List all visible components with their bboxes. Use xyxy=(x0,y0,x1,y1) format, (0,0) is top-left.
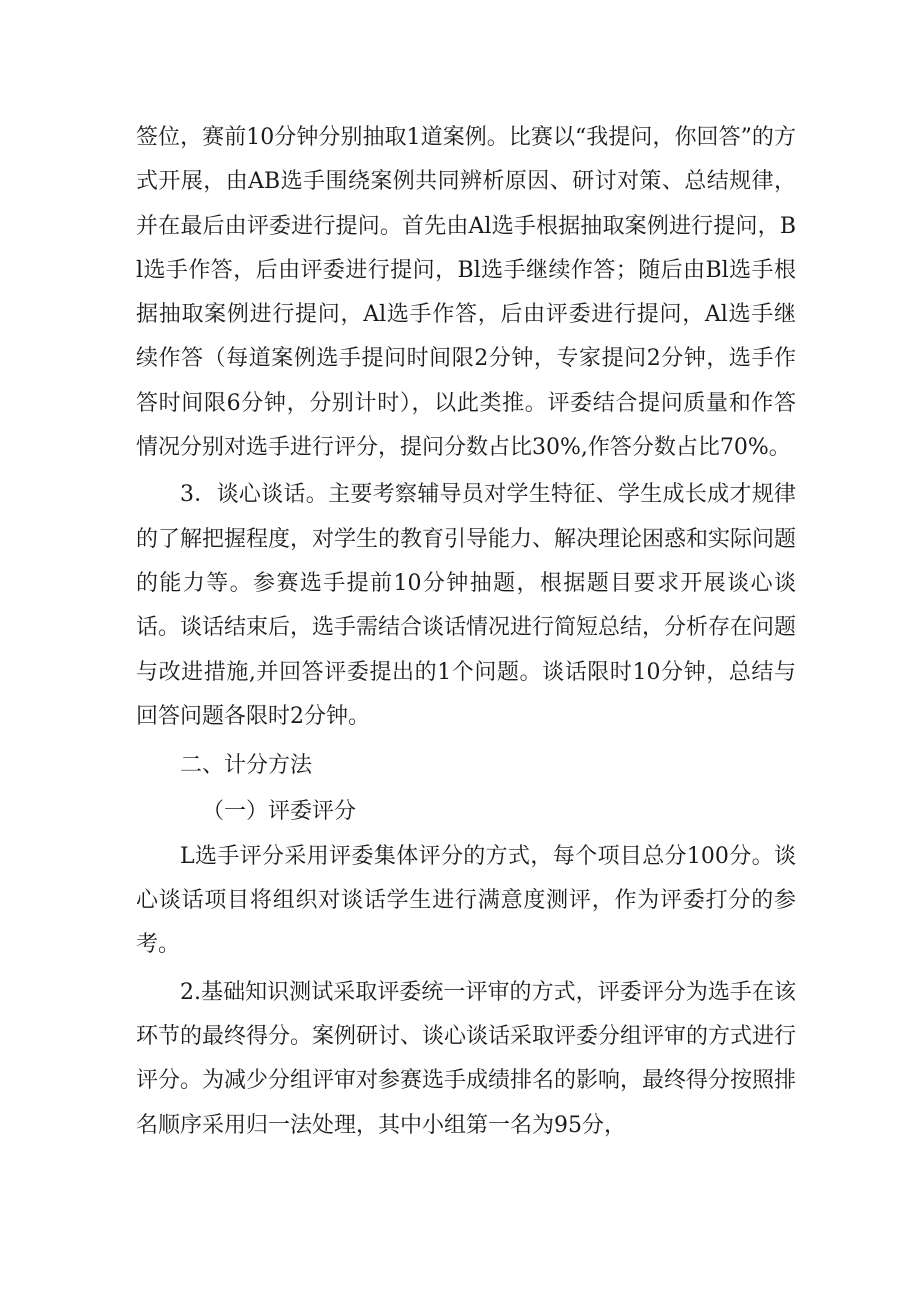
paragraph-basic-knowledge-test-scoring: 2.基础知识测试采取评委统一评审的方式，评委评分为选手在该环节的最终得分。案例研讨、谈心谈话采取评委分组评审的方式进行评分。为减少分组评审对参赛选手成绩排名的影响，最终得分按照排名顺序采用归一法处理，其中小组第一名为95分， xyxy=(136,979,797,1138)
document-body xyxy=(136,116,796,1148)
paragraph-heart-to-heart-talk: 3．谈心谈话。主要考察辅导员对学生特征、学生成长成才规律的了解把握程度，对学生的教育引导能力、解决理论困惑和实际问题的能力等。参赛选手提前10分钟抽题，根据题目要求开展谈心谈话。谈话结束后，选手需结合谈话情况进行简短总结，分析存在问题与改进措施,并回答评委提出的1个问题。谈话限时10分钟，总结与回答问题各限时2分钟。 xyxy=(136,482,797,729)
paragraph-judge-collective-scoring: L选手评分采用评委集体评分的方式，每个项目总分100分。谈心谈话项目将组织对谈话学生进行满意度测评，作为评委打分的参考。 xyxy=(136,843,796,958)
paragraph-case-study-continued: 签位，赛前10分钟分别抽取1道案例。比赛以“我提问，你回答”的方式开展，由AB选手围绕案例共同辨析原因、研讨对策、总结规律，并在最后由评委进行提问。首先由Al选手根据抽取案例进行提问，Bl选手作答，后由评委进行提问，Bl选手继续作答；随后由Bl选手根据抽取案例进行提问，Al选手作答，后由评委进行提问，Al选手继续作答（每道案例选手提问时间限2分钟，专家提问2分钟，选手作答时间限6分钟，分别计时），以此类推。评委结合提问质量和作答情况分别对选手进行评分，提问分数占比30%,作答分数占比70%。 xyxy=(136,125,796,461)
subsection-heading-judge-scoring: （一）评委评分 xyxy=(202,799,357,825)
section-heading-scoring-method: 二、计分方法 xyxy=(180,753,313,779)
